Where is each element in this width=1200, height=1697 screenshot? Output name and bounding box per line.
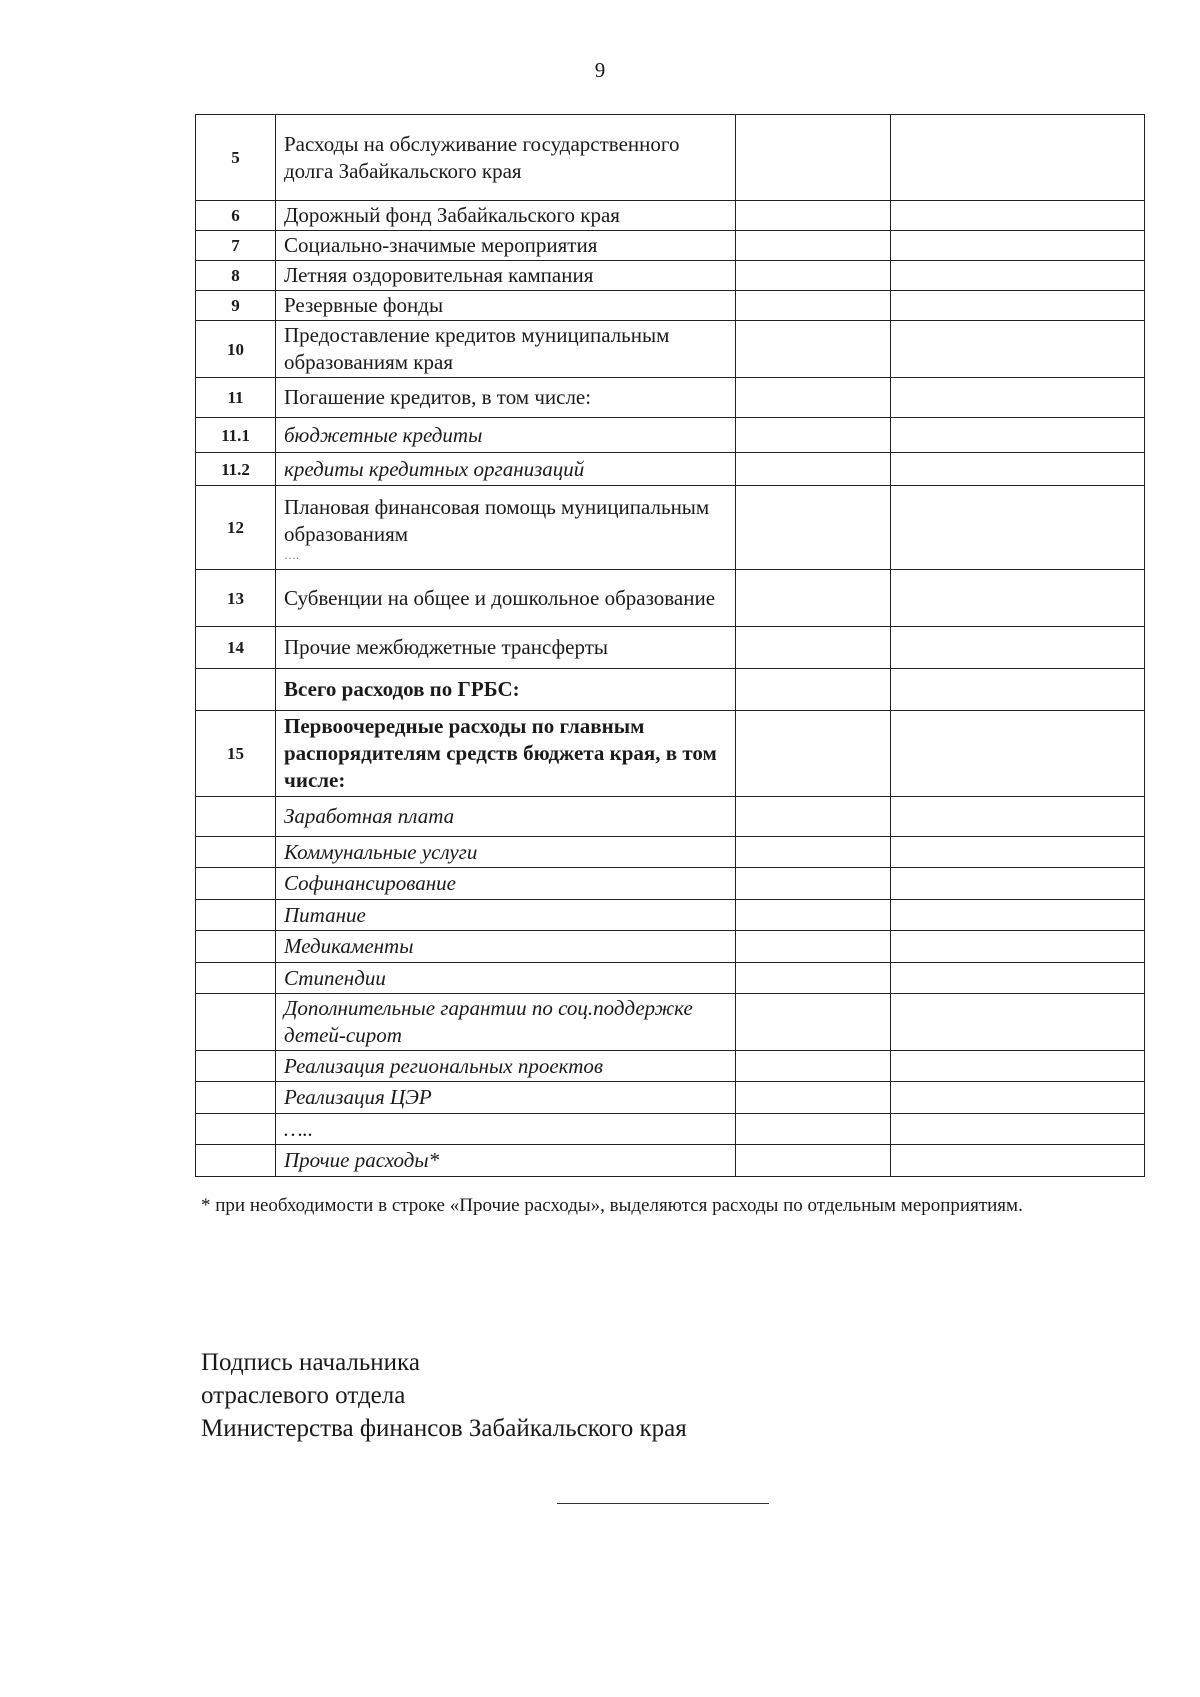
row-name-text: Первоочередные расходы по главным распорядителям средств бюджета края, в том числе: (284, 714, 717, 792)
table-row (196, 797, 1145, 837)
table-row (196, 261, 1145, 291)
table-row (196, 900, 1145, 931)
row-name (276, 201, 736, 231)
row-number: 11.1 (196, 418, 276, 453)
value-cell-1 (736, 115, 891, 201)
value-cell-2 (891, 900, 1145, 931)
row-number: 8 (196, 261, 276, 291)
value-cell-1 (736, 321, 891, 378)
signature-block (201, 1346, 687, 1445)
row-name (276, 669, 736, 711)
row-number: 11.2 (196, 453, 276, 486)
row-number: 12 (196, 486, 276, 570)
row-name-text: Дорожный фонд Забайкальского края (284, 203, 620, 227)
table-row (196, 453, 1145, 486)
value-cell-2 (891, 963, 1145, 994)
table-row (196, 115, 1145, 201)
row-name-text: Всего расходов по ГРБС: (284, 677, 520, 701)
expenditure-table (195, 114, 1145, 1177)
table-row (196, 1082, 1145, 1114)
value-cell-2 (891, 1082, 1145, 1114)
row-number (196, 931, 276, 963)
row-name (276, 418, 736, 453)
value-cell-2 (891, 453, 1145, 486)
value-cell-2 (891, 627, 1145, 669)
table-row (196, 994, 1145, 1051)
row-name-ellipsis: …. (284, 547, 299, 562)
row-name (276, 1051, 736, 1082)
row-number: 5 (196, 115, 276, 201)
table-row (196, 963, 1145, 994)
row-name (276, 900, 736, 931)
value-cell-2 (891, 931, 1145, 963)
value-cell-2 (891, 418, 1145, 453)
row-number (196, 669, 276, 711)
table-row (196, 711, 1145, 797)
row-name (276, 868, 736, 900)
row-number: 9 (196, 291, 276, 321)
signature-underline (557, 1503, 769, 1504)
value-cell-1 (736, 261, 891, 291)
value-cell-2 (891, 115, 1145, 201)
value-cell-1 (736, 1145, 891, 1177)
value-cell-1 (736, 231, 891, 261)
row-name-text: Дополнительные гарантии по соц.поддержке детей-сирот (284, 996, 693, 1047)
page-number: 9 (594, 58, 606, 82)
row-number (196, 1145, 276, 1177)
row-name (276, 486, 736, 570)
table-row (196, 378, 1145, 418)
row-name (276, 321, 736, 378)
row-name-text: Летняя оздоровительная кампания (284, 263, 594, 287)
row-name-text: Резервные фонды (284, 293, 444, 317)
table-row (196, 418, 1145, 453)
row-name (276, 837, 736, 868)
row-name-text: Расходы на обслуживание государственного долга Забайкальского края (284, 131, 680, 183)
row-number (196, 963, 276, 994)
value-cell-1 (736, 797, 891, 837)
row-name (276, 115, 736, 201)
row-name (276, 797, 736, 837)
value-cell-2 (891, 321, 1145, 378)
row-number (196, 868, 276, 900)
row-number (196, 1082, 276, 1114)
row-name-text: Плановая финансовая помощь муниципальным образованиям (284, 494, 710, 546)
row-name-text: Прочие расходы* (284, 1148, 440, 1172)
value-cell-2 (891, 797, 1145, 837)
value-cell-1 (736, 1051, 891, 1082)
row-name (276, 570, 736, 627)
row-name-text: Прочие межбюджетные трансферты (284, 635, 608, 659)
value-cell-1 (736, 1082, 891, 1114)
table-row (196, 291, 1145, 321)
row-name-text: Медикаменты (284, 934, 414, 958)
value-cell-1 (736, 711, 891, 797)
row-number: 13 (196, 570, 276, 627)
row-name-text: Коммунальные услуги (284, 839, 478, 864)
row-name (276, 231, 736, 261)
value-cell-2 (891, 486, 1145, 570)
row-name-text: Стипендии (284, 965, 386, 990)
row-name (276, 453, 736, 486)
table-row (196, 669, 1145, 711)
row-number: 14 (196, 627, 276, 669)
row-name-text: Реализация ЦЭР (284, 1085, 432, 1109)
row-number (196, 837, 276, 868)
value-cell-1 (736, 669, 891, 711)
value-cell-1 (736, 291, 891, 321)
row-name-text: Субвенции на общее и дошкольное образование (284, 585, 716, 610)
row-name (276, 378, 736, 418)
row-number (196, 1051, 276, 1082)
table-row (196, 868, 1145, 900)
value-cell-1 (736, 418, 891, 453)
value-cell-2 (891, 711, 1145, 797)
value-cell-1 (736, 627, 891, 669)
footnote: * при необходимости в строке «Прочие расходы», выделяются расходы по отдельным мероприятиям. (201, 1195, 1023, 1216)
row-name-text: Реализация региональных проектов (284, 1053, 603, 1078)
table-row (196, 627, 1145, 669)
row-name (276, 711, 736, 797)
row-name-text: Заработная плата (284, 804, 455, 828)
row-name (276, 1145, 736, 1177)
value-cell-1 (736, 1114, 891, 1145)
value-cell-1 (736, 486, 891, 570)
row-name-text: Социально-значимые мероприятия (284, 233, 598, 257)
value-cell-1 (736, 378, 891, 418)
value-cell-2 (891, 570, 1145, 627)
table-row (196, 486, 1145, 570)
row-name (276, 963, 736, 994)
table-body (196, 115, 1145, 1177)
row-number: 11 (196, 378, 276, 418)
row-name (276, 1082, 736, 1114)
row-name-text: кредиты кредитных организаций (284, 456, 585, 481)
value-cell-1 (736, 837, 891, 868)
row-name (276, 931, 736, 963)
signature-line-2: отраслевого отдела (201, 1382, 406, 1409)
row-name-text: Софинансирование (284, 871, 456, 895)
value-cell-2 (891, 231, 1145, 261)
row-number: 6 (196, 201, 276, 231)
value-cell-2 (891, 669, 1145, 711)
row-number: 7 (196, 231, 276, 261)
row-name-text: Погашение кредитов, в том числе: (284, 385, 592, 409)
value-cell-1 (736, 201, 891, 231)
value-cell-1 (736, 570, 891, 627)
value-cell-2 (891, 868, 1145, 900)
table-row (196, 931, 1145, 963)
value-cell-1 (736, 994, 891, 1051)
row-name-text: Питание (284, 902, 366, 927)
table-row (196, 1145, 1145, 1177)
row-name (276, 261, 736, 291)
row-name (276, 627, 736, 669)
value-cell-2 (891, 1051, 1145, 1082)
value-cell-2 (891, 378, 1145, 418)
row-number: 15 (196, 711, 276, 797)
value-cell-2 (891, 201, 1145, 231)
table-row (196, 837, 1145, 868)
table-row (196, 231, 1145, 261)
signature-line-3: Министерства финансов Забайкальского края (201, 1415, 687, 1442)
row-number (196, 1114, 276, 1145)
signature-line-1: Подпись начальника (201, 1349, 420, 1376)
table-row (196, 1051, 1145, 1082)
row-name-text: Предоставление кредитов муниципальным образованиям края (284, 323, 670, 374)
value-cell-2 (891, 1145, 1145, 1177)
value-cell-1 (736, 868, 891, 900)
value-cell-2 (891, 261, 1145, 291)
value-cell-1 (736, 900, 891, 931)
row-name (276, 1114, 736, 1145)
row-number (196, 900, 276, 931)
value-cell-1 (736, 931, 891, 963)
row-name-text: ….. (284, 1116, 314, 1141)
table-row (196, 1114, 1145, 1145)
table-row (196, 201, 1145, 231)
value-cell-2 (891, 291, 1145, 321)
table-row (196, 321, 1145, 378)
row-number: 10 (196, 321, 276, 378)
value-cell-2 (891, 994, 1145, 1051)
row-name-text: бюджетные кредиты (284, 422, 483, 447)
table-row (196, 570, 1145, 627)
value-cell-1 (736, 453, 891, 486)
value-cell-2 (891, 1114, 1145, 1145)
row-name (276, 291, 736, 321)
row-name (276, 994, 736, 1051)
value-cell-2 (891, 837, 1145, 868)
row-number (196, 994, 276, 1051)
row-number (196, 797, 276, 837)
value-cell-1 (736, 963, 891, 994)
